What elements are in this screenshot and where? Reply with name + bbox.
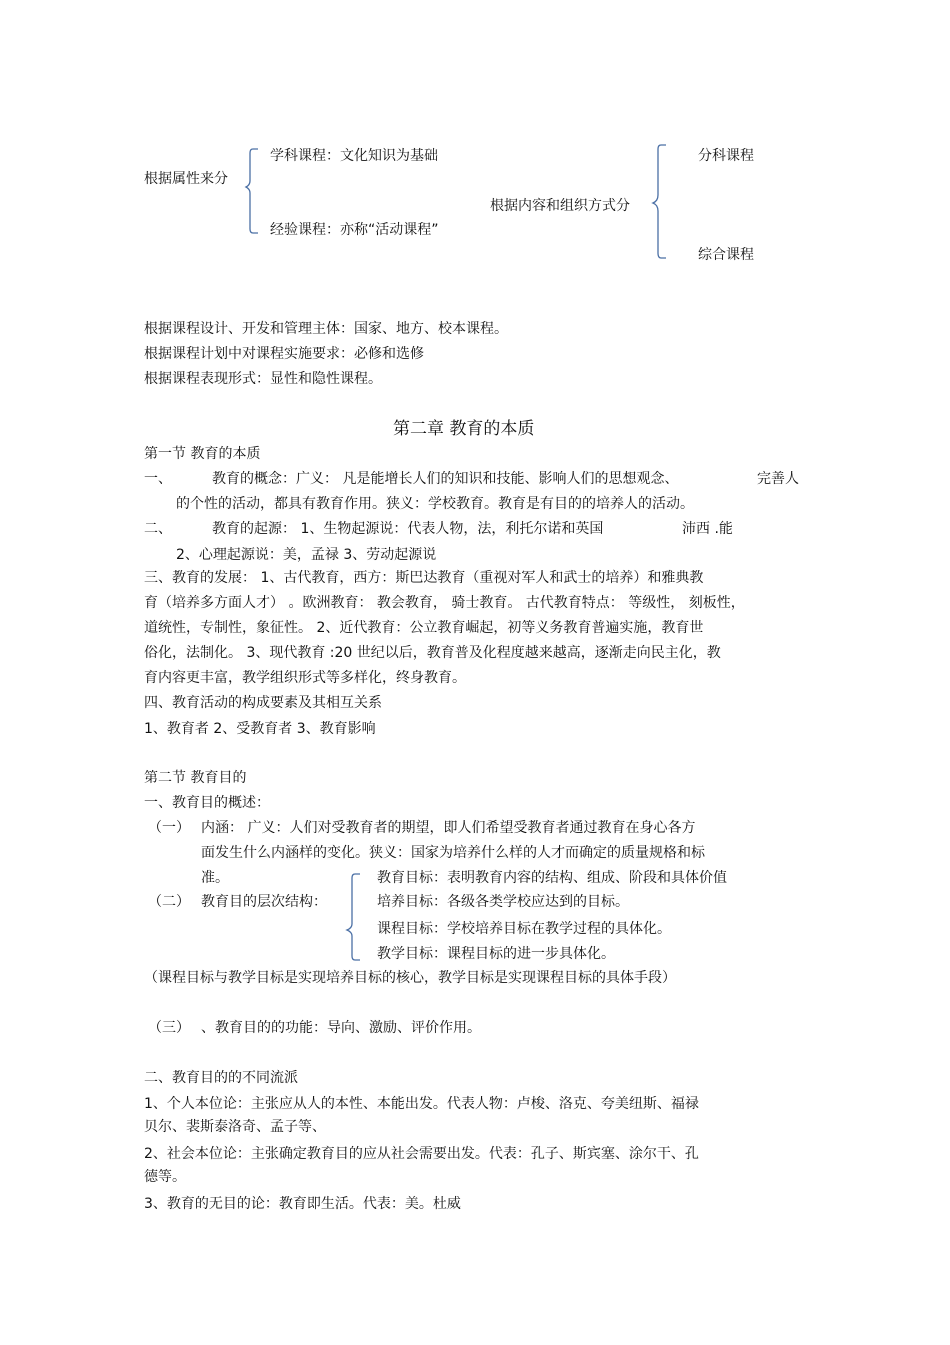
level-item-3: 课程目标：学校培养目标在教学过程的具体化。 — [377, 921, 671, 937]
elements-heading: 四、教育活动的构成要素及其相互关系 — [144, 695, 382, 711]
school-1-line2: 贝尔、裴斯泰洛奇、孟子等、 — [144, 1119, 326, 1135]
elements-list: 1、教育者 2、受教育者 3、教育影响 — [144, 721, 376, 737]
diagram-right-item-1: 分科课程 — [698, 148, 754, 164]
development-line-3: 道统性，专制性，象征性。 2、近代教育：公立教育崛起，初等义务教育普遍实施，教育世 — [144, 620, 704, 636]
levels-note: （课程目标与教学目标是实现培养目标的核心，教学目标是实现课程目标的具体手段） — [144, 970, 676, 986]
school-2-line2: 德等。 — [144, 1169, 186, 1185]
origin-line2: 2、心理起源说：美，孟禄 3、劳动起源说 — [176, 547, 437, 563]
connotation-line3: 准。 — [201, 870, 229, 886]
development-line-5: 育内容更丰富，教学组织形式等多样化，终身教育。 — [144, 670, 466, 686]
development-line-2: 育（培养多方面人才） 。欧洲教育： 教会教育， 骑士教育。 古代教育特点： 等级性， 刻板性， — [144, 595, 745, 611]
function-text: 、教育目的的功能：导向、激励、评价作用。 — [201, 1020, 481, 1036]
level-item-4: 教学目标：课程目标的进一步具体化。 — [377, 946, 615, 962]
school-2-line1: 2、社会本位论：主张确定教育目的应从社会需要出发。代表：孔子、斯宾塞、涂尔干、孔 — [144, 1146, 699, 1162]
diagram-left-item-2: 经验课程：亦称“活动课程” — [270, 222, 439, 238]
levels-brace — [344, 872, 364, 964]
connotation-num: （一） — [148, 820, 190, 836]
level-item-1: 教育目标：表明教育内容的结构、组成、阶段和具体价值 — [377, 870, 727, 886]
section1-heading: 第一节 教育的本质 — [144, 446, 261, 462]
diagram-root-left: 根据属性来分 — [144, 171, 228, 187]
left-brace — [244, 147, 264, 237]
school-3-line1: 3、教育的无目的论：教育即生活。代表：美。杜威 — [144, 1196, 461, 1212]
connotation-line2: 面发生什么内涵样的变化。狭义：国家为培养什么样的人才而确定的质量规格和标 — [201, 845, 705, 861]
development-line-4: 俗化，法制化。 3、现代教育 :20 世纪以后，教育普及化程度越来越高，逐渐走向民主化，教 — [144, 645, 721, 661]
origin-line1-end: 沛西 .能 — [682, 521, 733, 537]
level-item-2: 培养目标：各级各类学校应达到的目标。 — [377, 894, 629, 910]
levels-label: 教育目的层次结构： — [201, 894, 327, 910]
development-line-1: 三、教育的发展： 1、古代教育，西方：斯巴达教育（重视对军人和武士的培养）和雅典教 — [144, 570, 704, 586]
diagram-right-item-2: 综合课程 — [698, 247, 754, 263]
chapter-title: 第二章 教育的本质 — [393, 419, 535, 439]
concept-line1: 教育的概念：广义： 凡是能增长人们的知识和技能、影响人们的思想观念、 — [212, 471, 679, 487]
right-brace — [650, 143, 670, 261]
origin-line1: 教育的起源： 1、生物起源说：代表人物，法，利托尔诺和英国 — [212, 521, 604, 537]
concept-num: 一、 — [144, 471, 172, 487]
section2-heading: 第二节 教育目的 — [144, 770, 247, 786]
school-1-line1: 1、个人本位论：主张应从人的本性、本能出发。代表人物：卢梭、洛克、夸美纽斯、福禄 — [144, 1096, 699, 1112]
course-line-2: 根据课程计划中对课程实施要求：必修和选修 — [144, 346, 424, 362]
concept-line1-end: 完善人 — [757, 471, 799, 487]
diagram-left-item-1: 学科课程：文化知识为基础 — [270, 148, 438, 164]
levels-num: （二） — [148, 894, 190, 910]
connotation-line1: 内涵： 广义：人们对受教育者的期望，即人们希望受教育者通过教育在身心各方 — [201, 820, 696, 836]
overview-heading: 一、教育目的概述： — [144, 795, 270, 811]
diagram-root-right: 根据内容和组织方式分 — [490, 198, 630, 214]
concept-line2: 的个性的活动，都具有教育作用。狭义：学校教育。教育是有目的的培养人的活动。 — [176, 496, 694, 512]
schools-heading: 二、教育目的的不同流派 — [144, 1070, 298, 1086]
function-num: （三） — [148, 1020, 190, 1036]
course-line-3: 根据课程表现形式：显性和隐性课程。 — [144, 371, 382, 387]
origin-num: 二、 — [144, 521, 172, 537]
course-line-1: 根据课程设计、开发和管理主体：国家、地方、校本课程。 — [144, 321, 508, 337]
